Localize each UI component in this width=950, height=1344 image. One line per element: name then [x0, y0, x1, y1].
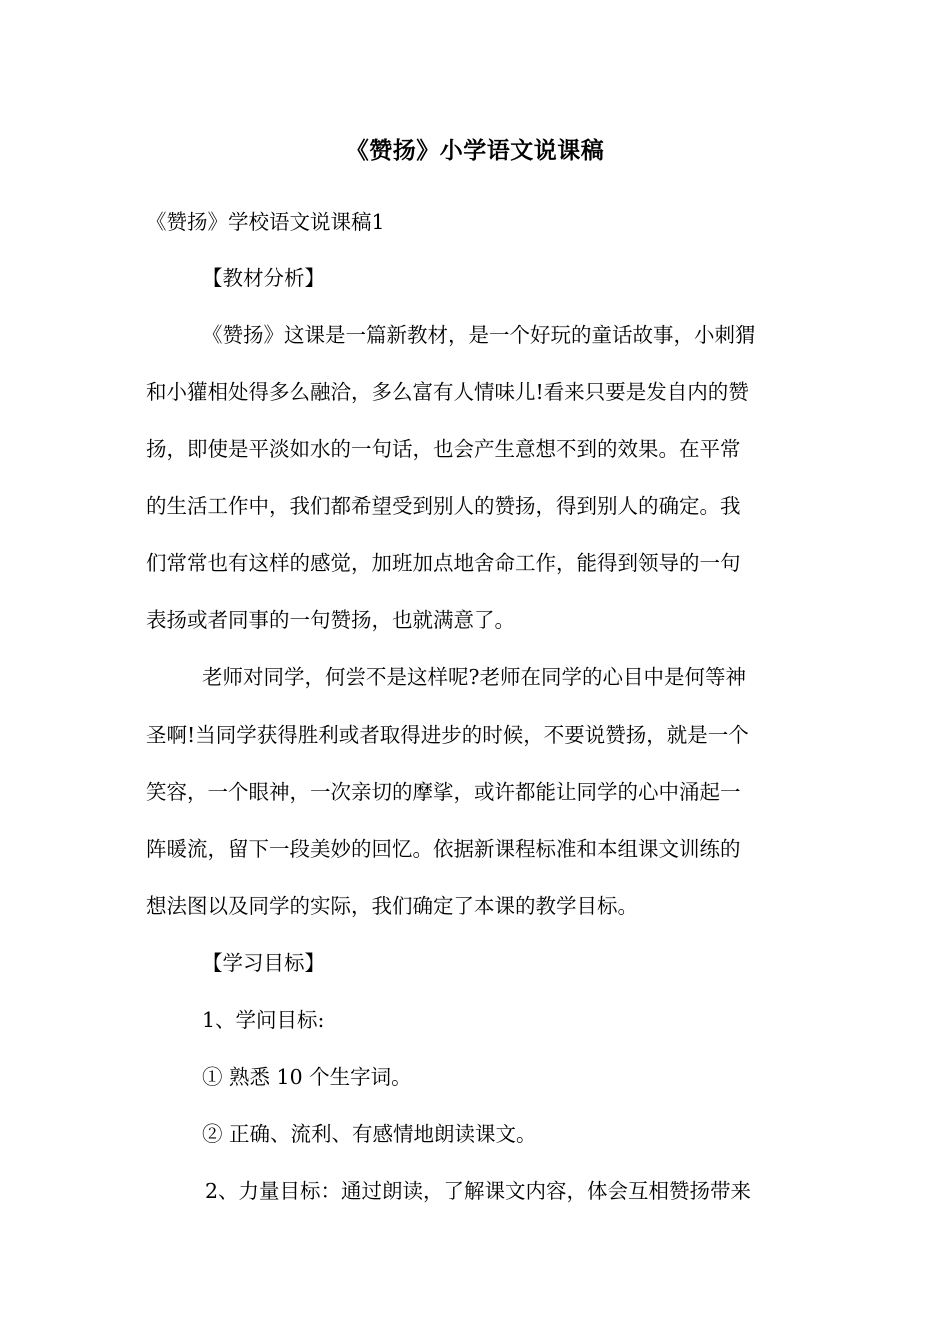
- document-subtitle: 《赞扬》学校语文说课稿1: [146, 210, 385, 234]
- paragraph-line: 们常常也有这样的感觉，加班加点地舍命工作，能得到领导的一句: [146, 551, 741, 575]
- goal-item-2: ② 正确、流利、有感情地朗读课文。: [202, 1122, 537, 1146]
- paragraph-line: 想法图以及同学的实际，我们确定了本课的教学目标。: [146, 894, 638, 918]
- paragraph-line: 扬，即使是平淡如水的一句话，也会产生意想不到的效果。在平常: [146, 437, 741, 461]
- paragraph-line: 的生活工作中，我们都希望受到别人的赞扬，得到别人的确定。我: [146, 494, 741, 518]
- section-heading-goals: 【学习目标】: [202, 951, 325, 975]
- document-title: 《赞扬》小学语文说课稿: [345, 137, 605, 164]
- goal-item-1: ① 熟悉 10 个生字词。: [202, 1065, 412, 1089]
- paragraph-line: 老师对同学，何尝不是这样呢?老师在同学的心目中是何等神: [202, 665, 746, 689]
- paragraph-line: 表扬或者同事的一句赞扬，也就满意了。: [146, 608, 515, 632]
- paragraph-line: 笑容，一个眼神，一次亲切的摩挲，或许都能让同学的心中涌起一: [146, 780, 741, 804]
- paragraph-line: 和小獾相处得多么融洽，多么富有人情味儿!看来只要是发自内的赞: [146, 380, 749, 404]
- goal-heading-ability: 2、力量目标：通过朗读，了解课文内容，体会互相赞扬带来: [205, 1179, 752, 1203]
- paragraph-line: 圣啊!当同学获得胜利或者取得进步的时候，不要说赞扬，就是一个: [146, 723, 749, 747]
- goal-heading-knowledge: 1、学问目标:: [202, 1008, 325, 1032]
- paragraph-line: 《赞扬》这课是一篇新教材，是一个好玩的童话故事，小刺猬: [202, 323, 756, 347]
- section-heading-material: 【教材分析】: [202, 266, 325, 290]
- paragraph-line: 阵暖流，留下一段美妙的回忆。依据新课程标准和本组课文训练的: [146, 837, 741, 861]
